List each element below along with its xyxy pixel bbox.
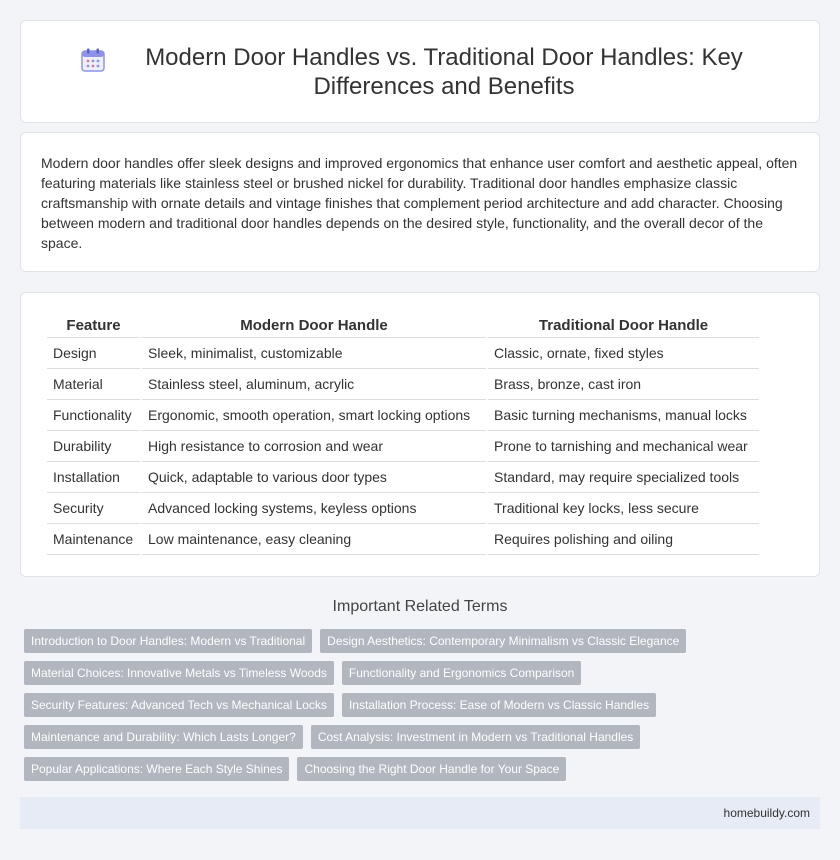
comparison-table	[47, 313, 759, 555]
cell-feature: Security	[47, 493, 141, 524]
intro-card	[20, 132, 820, 272]
header-traditional: Traditional Door Handle	[487, 313, 759, 338]
related-term-tag[interactable]: Cost Analysis: Investment in Modern vs Traditional Handles	[311, 725, 640, 749]
cell-modern: High resistance to corrosion and wear	[141, 431, 487, 462]
cell-modern: Ergonomic, smooth operation, smart locking options	[141, 400, 487, 431]
related-term-tag[interactable]: Functionality and Ergonomics Comparison	[342, 661, 581, 685]
cell-traditional: Traditional key locks, less secure	[487, 493, 759, 524]
cell-traditional: Requires polishing and oiling	[487, 524, 759, 555]
table-row	[47, 431, 759, 462]
table-row	[47, 493, 759, 524]
cell-feature: Installation	[47, 462, 141, 493]
cell-traditional: Basic turning mechanisms, manual locks	[487, 400, 759, 431]
cell-traditional: Brass, bronze, cast iron	[487, 369, 759, 400]
cell-feature: Material	[47, 369, 141, 400]
comparison-table-card	[20, 292, 820, 577]
related-terms-list	[24, 629, 814, 781]
intro-paragraph: Modern door handles offer sleek designs and improved ergonomics that enhance user comfort and aesthetic appeal, often featuring materials like stainless steel or brushed nickel for durability. Traditional door handles emphasize classic craftsmanship with ornate details and vintage finishes that complement period architecture and add character. Choosing between modern and traditional door handles depends on the desired style, functionality, and the overall decor of the space.	[41, 155, 798, 251]
related-term-tag[interactable]: Choosing the Right Door Handle for Your Space	[297, 757, 566, 781]
cell-traditional: Prone to tarnishing and mechanical wear	[487, 431, 759, 462]
related-term-tag[interactable]: Introduction to Door Handles: Modern vs Traditional	[24, 629, 312, 653]
table-row	[47, 524, 759, 555]
related-term-tag[interactable]: Maintenance and Durability: Which Lasts Longer?	[24, 725, 303, 749]
cell-modern: Advanced locking systems, keyless options	[141, 493, 487, 524]
cell-feature: Durability	[47, 431, 141, 462]
table-row	[47, 400, 759, 431]
cell-feature: Maintenance	[47, 524, 141, 555]
table-row	[47, 369, 759, 400]
title-wrap	[80, 43, 760, 101]
table-row	[47, 462, 759, 493]
title-card	[20, 20, 820, 123]
table-header-row	[47, 313, 759, 338]
related-term-tag[interactable]: Material Choices: Innovative Metals vs Timeless Woods	[24, 661, 334, 685]
cell-modern: Quick, adaptable to various door types	[141, 462, 487, 493]
related-term-tag[interactable]: Popular Applications: Where Each Style Shines	[24, 757, 289, 781]
cell-feature: Design	[47, 338, 141, 369]
cell-modern: Low maintenance, easy cleaning	[141, 524, 487, 555]
related-term-tag[interactable]: Design Aesthetics: Contemporary Minimalism vs Classic Elegance	[320, 629, 686, 653]
footer-site-link[interactable]: homebuildy.com	[723, 806, 810, 820]
cell-feature: Functionality	[47, 400, 141, 431]
cell-modern: Sleek, minimalist, customizable	[141, 338, 487, 369]
related-terms-title: Important Related Terms	[332, 598, 508, 615]
cell-modern: Stainless steel, aluminum, acrylic	[141, 369, 487, 400]
footer	[20, 797, 820, 829]
page-title: Modern Door Handles vs. Traditional Door Handles: Key Differences and Benefits	[145, 43, 743, 100]
table-row	[47, 338, 759, 369]
header-feature: Feature	[47, 313, 141, 338]
cell-traditional: Classic, ornate, fixed styles	[487, 338, 759, 369]
calendar-icon	[80, 47, 106, 73]
cell-traditional: Standard, may require specialized tools	[487, 462, 759, 493]
header-modern: Modern Door Handle	[141, 313, 487, 338]
related-term-tag[interactable]: Security Features: Advanced Tech vs Mechanical Locks	[24, 693, 334, 717]
related-term-tag[interactable]: Installation Process: Ease of Modern vs Classic Handles	[342, 693, 656, 717]
